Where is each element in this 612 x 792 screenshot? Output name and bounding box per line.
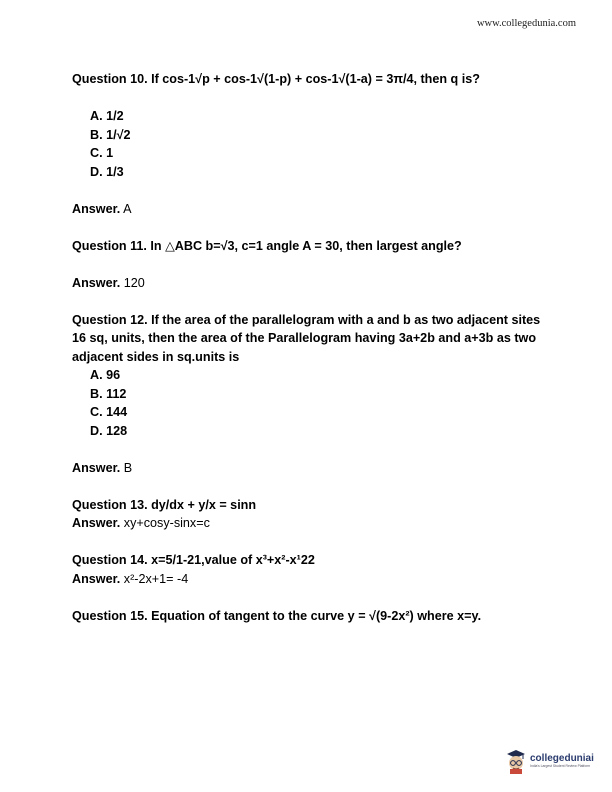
- answer-value: A: [123, 201, 132, 216]
- answer-label: Answer.: [72, 201, 121, 216]
- question-12-option-b: B. 112: [90, 386, 127, 401]
- question-10-option-d: D. 1/3: [90, 164, 124, 179]
- question-10-answer: [72, 200, 542, 219]
- question-12-options: [90, 366, 542, 440]
- answer-value: 120: [123, 275, 145, 290]
- question-12-option-d: D. 128: [90, 423, 128, 438]
- header-url[interactable]: www.collegedunia.com: [476, 18, 576, 29]
- answer-label: Answer.: [72, 275, 121, 290]
- question-10-option-c: C. 1: [90, 146, 114, 160]
- question-13-title: Question 13. dy/dx + y/x = sinn: [72, 497, 257, 512]
- question-14-title: Question 14. x=5/1-21,value of x³+x²-x¹22: [72, 553, 315, 567]
- question-12-option-c: C. 144: [90, 405, 128, 419]
- question-12-title: Question 12. If the area of the parallelogram with a and b as two adjacent sites 16 sq, units, then the area of the Parallelogram having 3a+2b and a+3b as two adjacent sides in sq.units is: [72, 312, 541, 364]
- question-15-title: Question 15. Equation of tangent to the curve y = √(9-2x²) where x=y.: [72, 608, 482, 623]
- question-12-option-a: A. 96: [90, 368, 121, 382]
- question-10-options: [90, 107, 542, 181]
- answer-label: Answer.: [72, 516, 121, 530]
- answer-value: B: [123, 460, 133, 475]
- answer-label: Answer.: [72, 571, 121, 586]
- question-12-answer: [72, 459, 542, 478]
- question-11-title: Question 11. In △ABC b=√3, c=1 angle A = 30, then largest angle?: [72, 238, 462, 253]
- question-10-title: Question 10. If cos-1√p + cos-1√(1-p) + cos-1√(1-a) = 3π/4, then q is?: [72, 72, 480, 86]
- question-14-answer: [72, 570, 542, 589]
- logo-text: [530, 753, 594, 769]
- logo-name: collegeduniai: [530, 753, 594, 764]
- question-11-answer: [72, 274, 542, 293]
- answer-value: x²-2x+1= -4: [123, 571, 189, 586]
- question-10-option-b: B. 1/√2: [90, 127, 131, 142]
- answer-label: Answer.: [72, 460, 121, 475]
- question-13-answer: [72, 514, 542, 533]
- logo-tagline: India's Largest Student Review Platform: [530, 764, 591, 768]
- answer-value: xy+cosy-sinx=c: [123, 516, 210, 530]
- question-content: [72, 70, 542, 625]
- question-10-option-a: A. 1/2: [90, 109, 124, 123]
- mascot-icon: [504, 748, 528, 774]
- collegedunia-logo[interactable]: [504, 748, 594, 774]
